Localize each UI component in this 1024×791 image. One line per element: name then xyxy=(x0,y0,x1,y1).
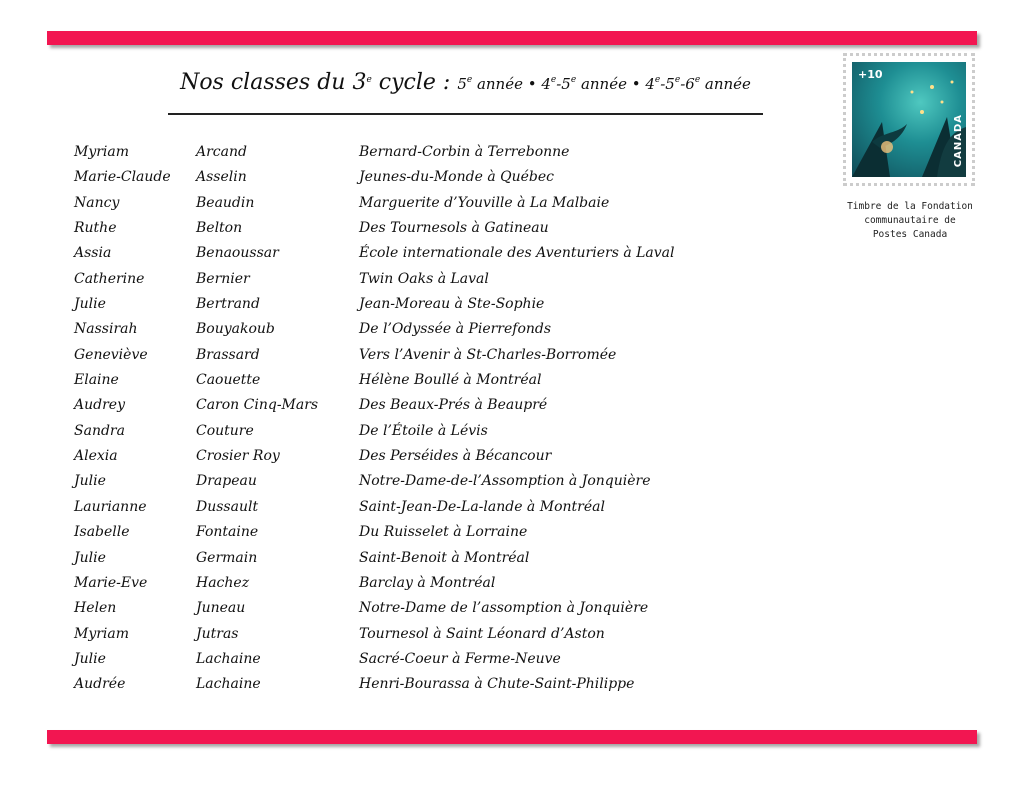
top-accent-bar xyxy=(47,31,977,45)
teacher-last-name: Belton xyxy=(196,220,243,237)
teacher-school: Saint-Jean-De-La-lande à Montréal xyxy=(359,498,605,515)
teacher-last-name: Benaoussar xyxy=(196,245,279,262)
stamp-artwork xyxy=(852,62,966,177)
postage-stamp xyxy=(843,53,975,186)
teacher-first-name: Ruthe xyxy=(74,220,117,237)
teacher-first-name: Assia xyxy=(74,245,112,262)
teacher-school: Jean-Moreau à Ste-Sophie xyxy=(359,296,545,313)
teacher-last-name: Dussault xyxy=(196,498,259,515)
teacher-first-name: Julie xyxy=(74,296,106,313)
teacher-school: Notre-Dame de l’assomption à Jonquière xyxy=(359,600,649,617)
teacher-first-name: Laurianne xyxy=(74,498,147,515)
teacher-last-name: Caron Cinq-Mars xyxy=(196,397,319,414)
teacher-school: Henri-Bourassa à Chute-Saint-Philippe xyxy=(359,676,635,693)
teacher-school: De l’Odyssée à Pierrefonds xyxy=(359,321,552,338)
teacher-school: De l’Étoile à Lévis xyxy=(359,422,488,439)
teacher-last-name: Fontaine xyxy=(196,524,259,541)
teacher-first-name: Helen xyxy=(74,600,117,617)
teacher-school: Jeunes-du-Monde à Québec xyxy=(359,169,554,186)
teacher-last-name: Lachaine xyxy=(196,650,261,667)
teacher-last-name: Drapeau xyxy=(196,473,257,490)
teacher-first-name: Marie-Claude xyxy=(74,169,171,186)
teacher-first-name: Catherine xyxy=(74,270,145,287)
teacher-first-name: Julie xyxy=(74,549,106,566)
teacher-last-name: Crosier Roy xyxy=(196,448,280,465)
teacher-last-name: Bertrand xyxy=(196,296,260,313)
stamp-caption: Timbre de la Fondation communautaire de Postes Canada xyxy=(847,201,973,240)
teacher-school: Tournesol à Saint Léonard d’Aston xyxy=(359,625,605,642)
teacher-last-name: Couture xyxy=(196,422,254,439)
teacher-first-name: Isabelle xyxy=(74,524,130,541)
teacher-last-name: Arcand xyxy=(196,144,247,160)
title-underline xyxy=(168,113,763,115)
teacher-school: Vers l’Avenir à St-Charles-Borromée xyxy=(359,346,617,363)
teacher-last-name: Bernier xyxy=(196,270,250,287)
stamp-country: CANADA xyxy=(953,113,964,167)
teacher-first-name: Julie xyxy=(74,650,106,667)
teacher-school: Des Tournesols à Gatineau xyxy=(359,220,549,237)
teacher-school: Des Perséides à Bécancour xyxy=(359,448,552,465)
teacher-last-name: Jutras xyxy=(196,625,239,642)
teacher-last-name: Lachaine xyxy=(196,676,261,693)
teacher-school: Saint-Benoit à Montréal xyxy=(359,549,530,566)
teacher-first-name: Nassirah xyxy=(74,321,138,338)
teacher-last-name: Asselin xyxy=(196,169,247,186)
teacher-school: Barclay à Montréal xyxy=(359,574,496,591)
page-title: Nos classes du 3e cycle : 5e année • 4e-5e année • 4e-5e-6e année xyxy=(180,70,751,95)
stamp-value: +10 xyxy=(858,68,883,81)
teacher-school: École internationale des Aventuriers à Laval xyxy=(359,245,675,262)
teacher-school: Hélène Boullé à Montréal xyxy=(359,372,542,389)
teacher-school: Bernard-Corbin à Terrebonne xyxy=(359,144,570,160)
teacher-first-name: Elaine xyxy=(74,372,119,389)
teacher-first-name: Geneviève xyxy=(74,346,148,363)
teacher-first-name: Audrey xyxy=(74,397,125,414)
teacher-first-name: Myriam xyxy=(74,144,130,160)
teacher-last-name: Hachez xyxy=(196,574,250,591)
teacher-school: Marguerite d’Youville à La Malbaie xyxy=(359,194,610,211)
teacher-school: Twin Oaks à Laval xyxy=(359,270,489,287)
teacher-last-name: Juneau xyxy=(196,600,246,617)
teacher-last-name: Beaudin xyxy=(196,194,255,211)
teacher-school: Des Beaux-Prés à Beaupré xyxy=(359,397,548,414)
teacher-school: Notre-Dame-de-l’Assomption à Jonquière xyxy=(359,473,651,490)
teacher-first-name: Myriam xyxy=(74,625,130,642)
teacher-school: Sacré-Coeur à Ferme-Neuve xyxy=(359,650,561,667)
page-subtitle: 5e année • 4e-5e année • 4e-5e-6e année xyxy=(457,75,751,93)
teacher-first-name: Sandra xyxy=(74,422,125,439)
teacher-first-name: Audrée xyxy=(74,676,126,693)
teacher-school: Du Ruisselet à Lorraine xyxy=(359,524,528,541)
teacher-last-name: Bouyakoub xyxy=(196,321,275,338)
bottom-accent-bar xyxy=(47,730,977,744)
teacher-first-name: Nancy xyxy=(74,194,120,211)
teacher-last-name: Brassard xyxy=(196,346,260,363)
teacher-first-name: Marie-Eve xyxy=(74,574,148,591)
teacher-last-name: Caouette xyxy=(196,372,261,389)
teacher-first-name: Alexia xyxy=(74,448,118,465)
teacher-first-name: Julie xyxy=(74,473,106,490)
teacher-last-name: Germain xyxy=(196,549,258,566)
